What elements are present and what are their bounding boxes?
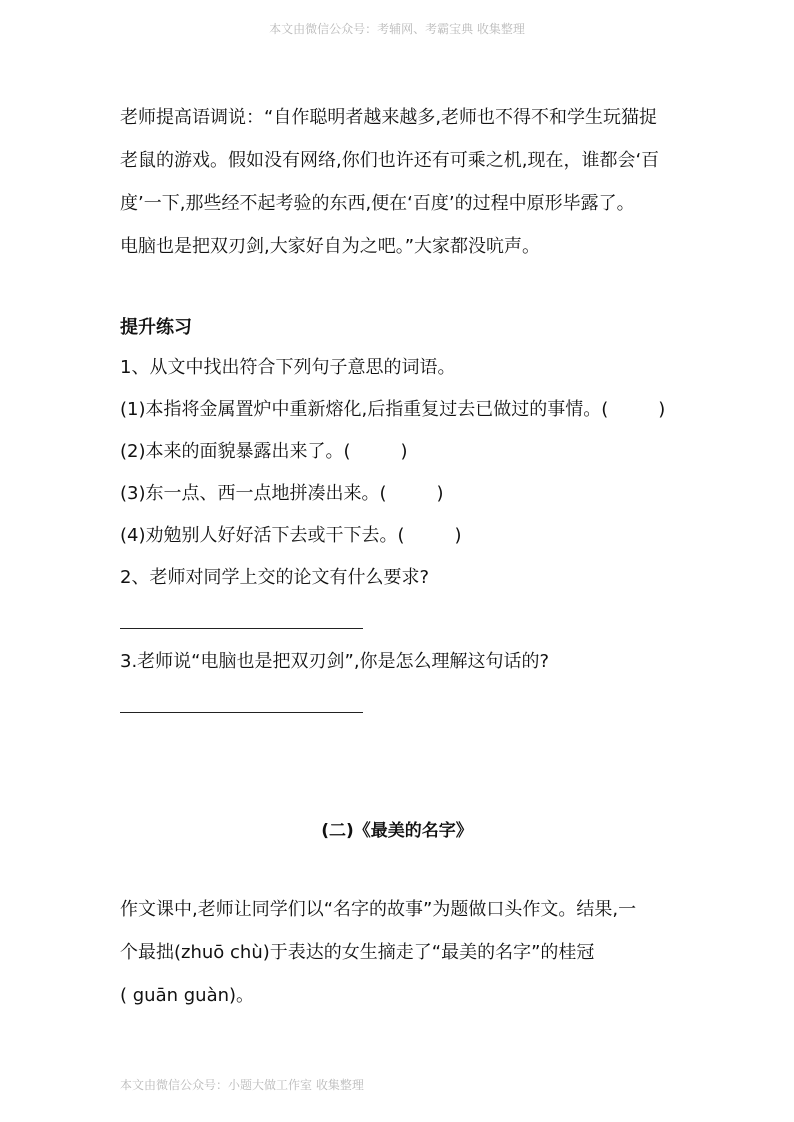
item-text: (2)本来的面貌暴露出来了。( [120,441,351,462]
question-1-item [120,524,462,548]
watermark-bottom: 本文由微信公众号：小题大做工作室 收集整理 [120,1078,364,1092]
watermark-top: 本文由微信公众号：考辅网、考霸宝典 收集整理 [269,22,525,36]
item-text: (3)东一点、西一点地拼凑出来。( [120,483,387,504]
item-close: ) [454,525,462,546]
passage-line: 老鼠的游戏。假如没有网络,你们也许还有可乘之机,现在，谁都会‘百 [120,150,660,171]
question-1-item [120,482,444,506]
question-1-item [120,398,665,422]
section-line: ( guān guàn)。 [120,985,255,1006]
answer-line[interactable] [120,712,363,713]
item-text: (1)本指将金属置炉中重新熔化,后指重复过去已做过的事情。( [120,399,609,420]
passage-line: 度’一下,那些经不起考验的东西,便在‘百度’的过程中原形毕露了。 [120,193,635,214]
section-title: (二)《最美的名字》 [321,821,473,841]
question-1-item [120,440,408,464]
passage-line: 老师提高语调说：“自作聪明者越来越多,老师也不得不和学生玩猫捉 [120,107,658,128]
question-2: 2、老师对同学上交的论文有什么要求? [120,567,430,588]
answer-line[interactable] [120,628,363,629]
question-1: 1、从文中找出符合下列句子意思的词语。 [120,357,456,378]
item-text: (4)劝勉别人好好活下去或干下去。( [120,525,405,546]
item-close: ) [658,399,666,420]
item-close: ) [400,441,408,462]
item-close: ) [436,483,444,504]
passage-line: 电脑也是把双刃剑,大家好自为之吧。”大家都没吭声。 [120,236,541,257]
question-3: 3.老师说“电脑也是把双刃剑”,你是怎么理解这句话的? [120,651,550,672]
passage-paragraph [120,106,695,278]
section-line: 作文课中,老师让同学们以“名字的故事”为题做口头作文。结果,一 [120,899,637,920]
section-paragraph [120,898,695,1027]
section-line: 个最拙(zhuō chù)于表达的女生摘走了“最美的名字”的桂冠 [120,942,595,963]
practice-heading: 提升练习 [120,317,192,338]
